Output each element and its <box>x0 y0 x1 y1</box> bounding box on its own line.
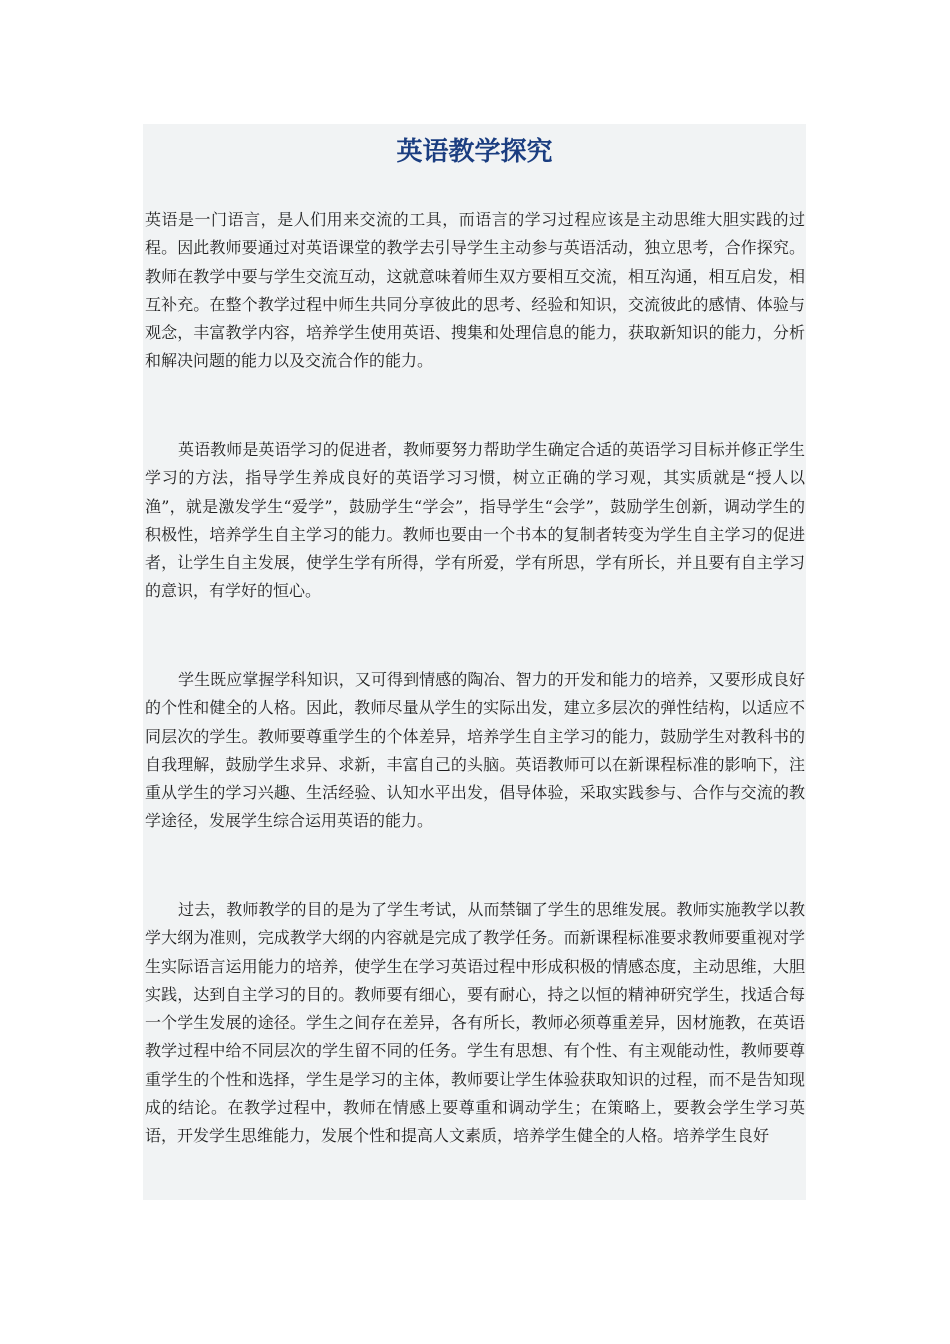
paragraph-4: 过去，教师教学的目的是为了学生考试，从而禁锢了学生的思维发展。教师实施教学以教学大纲为准则，完成教学大纲的内容就是完成了教学任务。而新课程标准要求教师要重视对学生实际语言运用能力的培养，使学生在学习英语过程中形成积极的情感态度，主动思维，大胆实践，达到自主学习的目的。教师要有细心，要有耐心，持之以恒的精神研究学生，找适合每一个学生发展的途径。学生之间存在差异，各有所长，教师必须尊重差异，因材施教，在英语教学过程中给不同层次的学生留不同的任务。学生有思想、有个性、有主观能动性，教师要尊重学生的个性和选择，学生是学习的主体，教师要让学生体验获取知识的过程，而不是告知现成的结论。在教学过程中，教师在情感上要尊重和调动学生；在策略上，要教会学生学习英语，开发学生思维能力，发展个性和提高人文素质，培养学生健全的人格。培养学生良好 <box>145 900 805 1146</box>
document-title: 英语教学探究 <box>396 137 553 167</box>
document-body <box>143 124 806 1200</box>
paragraph-1: 英语是一门语言，是人们用来交流的工具，而语言的学习过程应该是主动思维大胆实践的过程。因此教师要通过对英语课堂的教学去引导学生主动参与英语活动，独立思考，合作探究。教师在教学中要与学生交流互动，这就意味着师生双方要相互交流，相互沟通，相互启发，相互补充。在整个教学过程中师生共同分享彼此的思考、经验和知识，交流彼此的感情、体验与观念，丰富教学内容，培养学生使用英语、搜集和处理信息的能力，获取新知识的能力，分析和解决问题的能力以及交流合作的能力。 <box>145 210 805 371</box>
paragraph-3: 学生既应掌握学科知识，又可得到情感的陶冶、智力的开发和能力的培养，又要形成良好的个性和健全的人格。因此，教师尽量从学生的实际出发，建立多层次的弹性结构，以适应不同层次的学生。教师要尊重学生的个体差异，培养学生自主学习的能力，鼓励学生对教科书的自我理解，鼓励学生求异、求新，丰富自己的头脑。英语教师可以在新课程标准的影响下，注重从学生的学习兴趣、生活经验、认知水平出发，倡导体验，采取实践参与、合作与交流的教学途径，发展学生综合运用英语的能力。 <box>145 670 805 831</box>
paragraph-2: 英语教师是英语学习的促进者，教师要努力帮助学生确定合适的英语学习目标并修正学生学习的方法，指导学生养成良好的英语学习习惯，树立正确的学习观，其实质就是“授人以渔”，就是激发学生“爱学”，鼓励学生“学会”，指导学生“会学”，鼓励学生创新，调动学生的积极性，培养学生自主学习的能力。教师也要由一个书本的复制者转变为学生自主学习的促进者，让学生自主发展，使学生学有所得，学有所爱，学有所思，学有所长，并且要有自主学习的意识，有学好的恒心。 <box>145 440 805 601</box>
